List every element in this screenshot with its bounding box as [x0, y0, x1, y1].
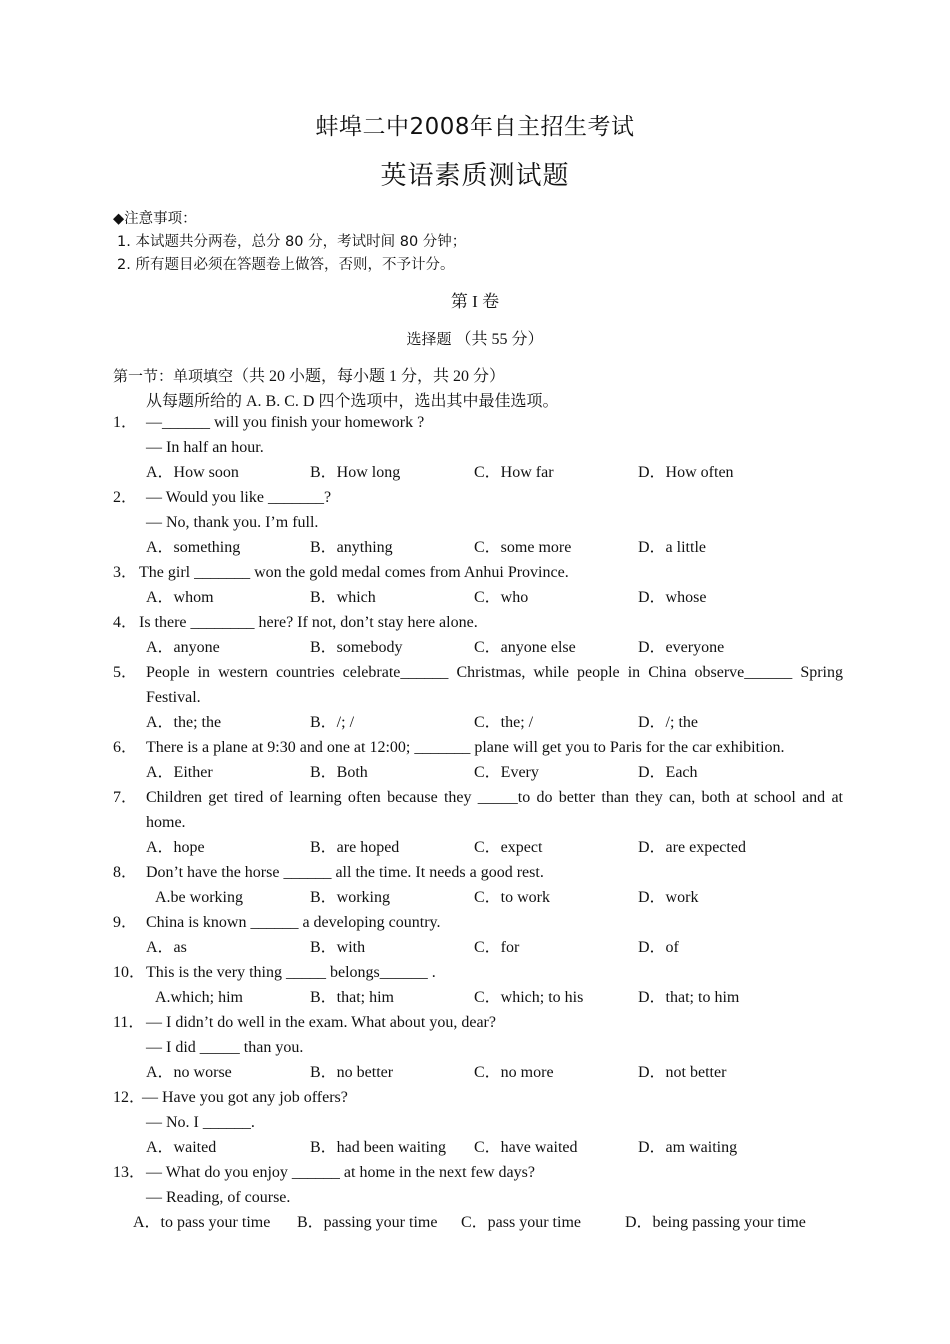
volume-heading: 第 I 卷 [450, 292, 500, 311]
question-stem: There is a plane at 9:30 and one at 12:00; _______ plane will get you to Paris for the car exhibition. [146, 739, 785, 756]
option-c: C．to work [474, 889, 551, 906]
option-d: D．am waiting [638, 1139, 738, 1156]
option-b: B．/; / [310, 714, 355, 731]
option-c: C．pass your time [461, 1214, 581, 1231]
option-a: A．waited [146, 1139, 217, 1156]
question-stem: People in western countries celebrate______ Christmas, while people in China observe______ Spring Festival. [146, 664, 843, 706]
option-d: D．/; the [638, 714, 698, 731]
option-a: A.be working [155, 889, 243, 906]
option-d: D．whose [638, 589, 707, 606]
option-b: B．passing your time [297, 1214, 438, 1231]
question-number: 5． [113, 664, 138, 681]
question-stem: Don’t have the horse ______ all the time. It needs a good rest. [146, 864, 544, 881]
option-a: A．the; the [146, 714, 222, 731]
question-stem: Is there ________ here? If not, don’t stay here alone. [139, 614, 478, 631]
option-d: D．Each [638, 764, 698, 781]
question-6 [113, 735, 843, 785]
question-stem: — No. I ______. [146, 1114, 255, 1131]
option-c: C．which; to his [474, 989, 584, 1006]
option-a: A．anyone [146, 639, 220, 656]
option-a: A．How soon [146, 464, 239, 481]
question-number: 2． [113, 489, 138, 506]
option-d: D．How often [638, 464, 734, 481]
option-a: A．something [146, 539, 241, 556]
option-c: C．the; / [474, 714, 534, 731]
question-10 [113, 960, 843, 1010]
option-b: B．How long [310, 464, 401, 481]
option-c: C．Every [474, 764, 539, 781]
option-d: D．that; to him [638, 989, 740, 1006]
option-a: A．to pass your time [133, 1214, 271, 1231]
option-c: C．expect [474, 839, 543, 856]
part-heading [113, 363, 505, 386]
exam-subtitle: 英语素质测试题 [380, 161, 570, 191]
option-a: A．Either [146, 764, 213, 781]
question-number: 7． [113, 789, 138, 806]
option-b: B．are hoped [310, 839, 400, 856]
option-a: A．as [146, 939, 187, 956]
option-c: C．who [474, 589, 529, 606]
question-stem: — In half an hour. [146, 439, 264, 456]
question-11 [113, 1010, 843, 1085]
question-number: 3． [113, 564, 138, 581]
option-a: A．no worse [146, 1064, 232, 1081]
question-stem: — Would you like _______? [146, 489, 332, 506]
question-stem: — What do you enjoy ______ at home in the next few days? [146, 1164, 535, 1181]
option-a: A．hope [146, 839, 205, 856]
question-number: 6． [113, 739, 138, 756]
notes-block [113, 208, 466, 277]
option-c: C．How far [474, 464, 554, 481]
option-b: B．that; him [310, 989, 395, 1006]
option-b: B．no better [310, 1064, 394, 1081]
question-2 [113, 485, 843, 560]
question-number: 1． [113, 414, 138, 431]
option-b: B．somebody [310, 639, 403, 656]
question-13 [113, 1160, 843, 1235]
question-stem: — Have you got any job offers? [142, 1089, 348, 1106]
option-d: D．of [638, 939, 679, 956]
option-d: D．work [638, 889, 699, 906]
question-number: 4． [113, 614, 138, 631]
part-info: （共 20 小题，每小题 1 分，共 20 分） [233, 368, 506, 385]
option-c: C．no more [474, 1064, 554, 1081]
question-7 [113, 785, 843, 860]
option-a: A．whom [146, 589, 214, 606]
question-number: 8． [113, 864, 138, 881]
section-score: （共 55 分） [455, 331, 544, 348]
notes-item: 1. 本试题共分两卷，总分 80 分，考试时间 80 分钟； [117, 234, 467, 250]
option-a: A.which; him [155, 989, 243, 1006]
notes-item: 2. 所有题目必须在答题卷上做答，否则，不予计分。 [117, 257, 455, 273]
option-b: B．working [310, 889, 391, 906]
question-stem: China is known ______ a developing country. [146, 914, 441, 931]
option-b: B．which [310, 589, 376, 606]
notes-heading: ◆注意事项： [113, 211, 197, 227]
question-stem: —______ will you finish your homework ? [146, 414, 425, 431]
question-12 [113, 1085, 843, 1160]
question-number: 9． [113, 914, 138, 931]
question-8 [113, 860, 843, 910]
option-d: D．a little [638, 539, 706, 556]
option-b: B．had been waiting [310, 1139, 446, 1156]
section-heading [0, 326, 950, 349]
option-d: D．everyone [638, 639, 725, 656]
option-c: C．have waited [474, 1139, 578, 1156]
question-9 [113, 910, 843, 960]
question-stem: — I didn’t do well in the exam. What about you, dear? [146, 1014, 496, 1031]
question-stem: — Reading, of course. [146, 1189, 291, 1206]
question-stem: Children get tired of learning often because they _____to do better than they can, both at school and at home. [146, 789, 843, 831]
question-number: 11． [113, 1014, 145, 1031]
question-stem: The girl _______ won the gold medal comes from Anhui Province. [139, 564, 569, 581]
question-number: 12． [113, 1089, 146, 1106]
option-b: B．anything [310, 539, 393, 556]
question-3 [113, 560, 843, 610]
question-stem: — No, thank you. I’m full. [146, 514, 319, 531]
option-c: C．some more [474, 539, 572, 556]
question-5 [113, 660, 843, 735]
question-stem: — I did _____ than you. [146, 1039, 304, 1056]
option-d: D．are expected [638, 839, 746, 856]
question-1 [113, 410, 843, 485]
question-4 [113, 610, 843, 660]
part-name: 第一节：单项填空 [113, 367, 234, 385]
question-number: 10． [113, 964, 146, 981]
option-c: C．for [474, 939, 520, 956]
exam-title: 蚌埠二中2008年自主招生考试 [315, 114, 635, 140]
part-instruction: 从每题所给的 A. B. C. D 四个选项中，选出其中最佳选项。 [146, 393, 559, 410]
question-list [113, 410, 843, 1235]
option-c: C．anyone else [474, 639, 576, 656]
option-b: B．with [310, 939, 366, 956]
option-b: B．Both [310, 764, 368, 781]
question-number: 13． [113, 1164, 146, 1181]
option-d: D．being passing your time [625, 1214, 806, 1231]
section-name: 选择题 [406, 330, 452, 348]
option-d: D．not better [638, 1064, 727, 1081]
question-stem: This is the very thing _____ belongs______ . [146, 964, 436, 981]
